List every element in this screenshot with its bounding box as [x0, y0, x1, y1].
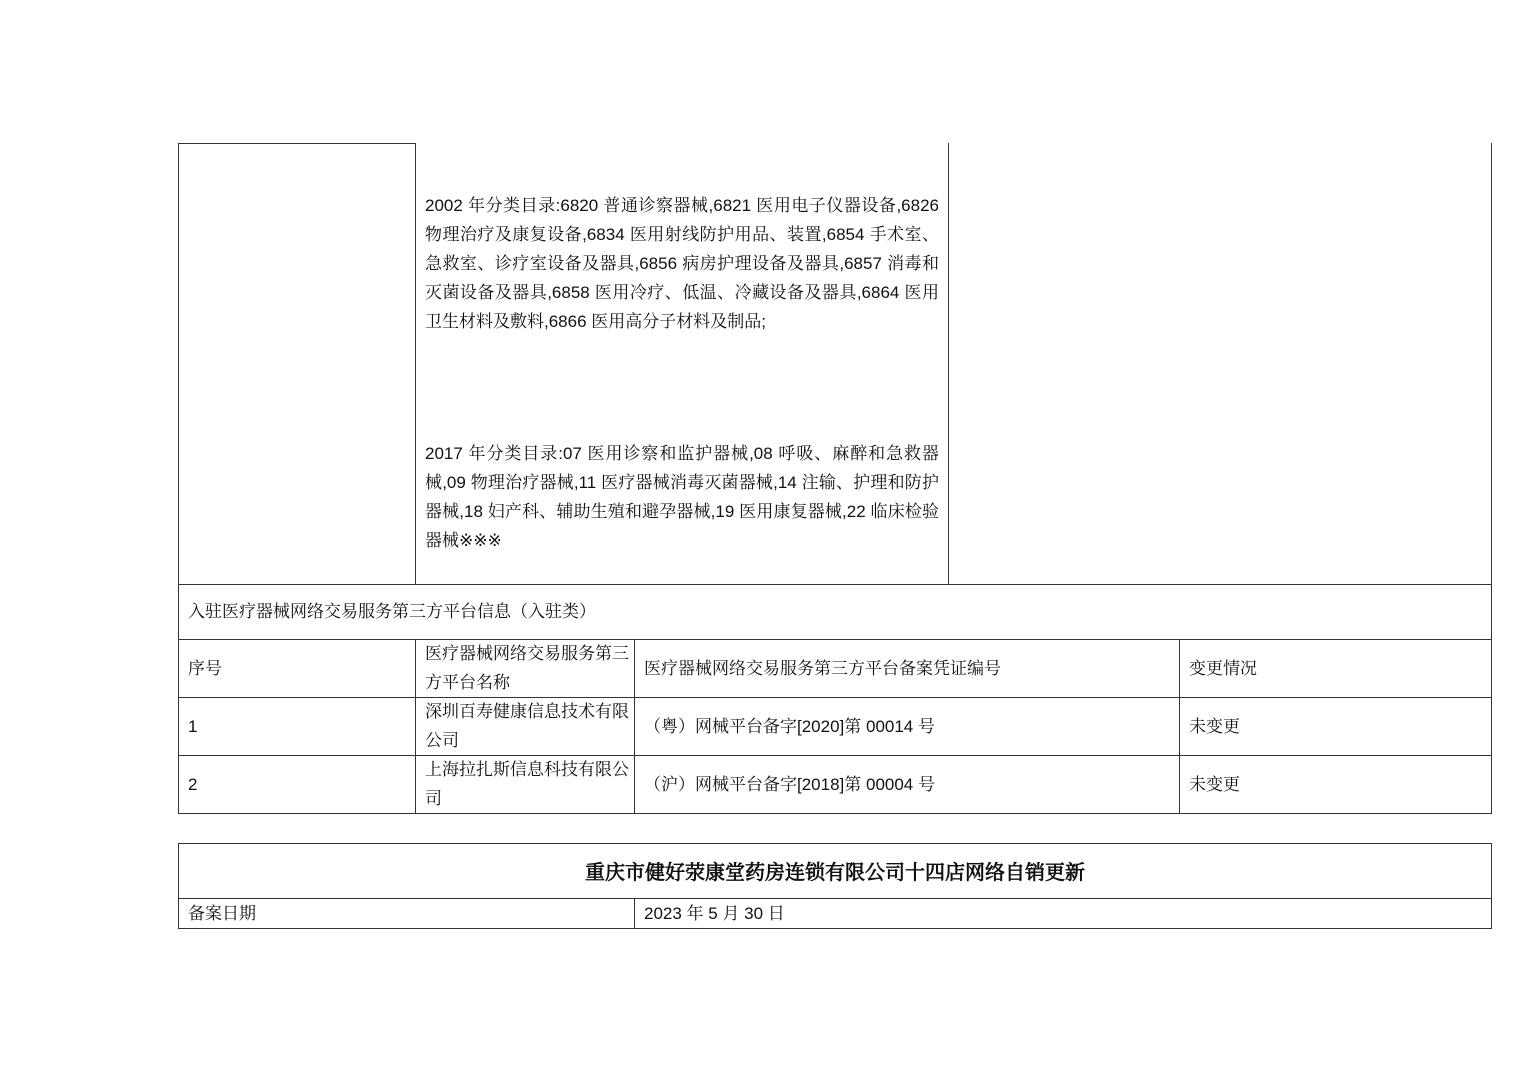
record-date-label: 备案日期	[188, 903, 256, 923]
table-bottom-border	[178, 813, 1492, 814]
table-col-divider-1	[415, 143, 416, 584]
platform-section-heading: 入驻医疗器械网络交易服务第三方平台信息（入驻类）	[188, 602, 596, 621]
table-right-border	[1491, 143, 1492, 814]
table-col-divider-2	[948, 143, 949, 584]
row-platform-name: 上海拉扎斯信息科技有限公司	[425, 760, 629, 808]
column-header-no: 序号	[188, 658, 222, 678]
column-header-change-status: 变更情况	[1189, 658, 1257, 678]
row-cert-number: （粤）网械平台备字[2020]第 00014 号	[644, 716, 935, 736]
row-platform-name: 深圳百寿健康信息技术有限公司	[425, 702, 629, 750]
row-change-status: 未变更	[1189, 716, 1240, 736]
scope-2002-paragraph: 2002 年分类目录:6820 普通诊察器械,6821 医用电子仪器设备,6826 物理治疗及康复设备,6834 医用射线防护用品、装置,6854 手术室、急救室、诊疗室设备及器具,6856 病房护理设备及器具,6857 消毒和灭菌设备及器具,6858 医用冷疗、低温、冷藏设备及器具,6864 医用卫生材料及敷料,6866 医用高分子材料及制品;	[425, 196, 939, 331]
scope-2017-paragraph: 2017 年分类目录:07 医用诊察和监护器械,08 呼吸、麻醉和急救器械,09 物理治疗器械,11 医疗器械消毒灭菌器械,14 注输、护理和防护器械,18 妇产科、辅助生殖和避孕器械,19 医用康复器械,22 临床检验器械※※※	[425, 444, 939, 550]
row-no: 2	[188, 774, 198, 794]
column-header-cert-number: 医疗器械网络交易服务第三方平台备案凭证编号	[644, 658, 1001, 678]
row-change-status: 未变更	[1189, 774, 1240, 794]
row-no: 1	[188, 716, 198, 736]
table-top-border	[178, 143, 416, 144]
row-cert-number: （沪）网械平台备字[2018]第 00004 号	[644, 774, 935, 794]
record-table-bottom-border	[178, 928, 1492, 929]
record-date-value: 2023 年 5 月 30 日	[644, 903, 785, 923]
column-header-platform-name: 医疗器械网络交易服务第三方平台名称	[425, 644, 629, 692]
record-title: 重庆市健好荥康堂药房连锁有限公司十四店网络自销更新	[585, 862, 1085, 884]
